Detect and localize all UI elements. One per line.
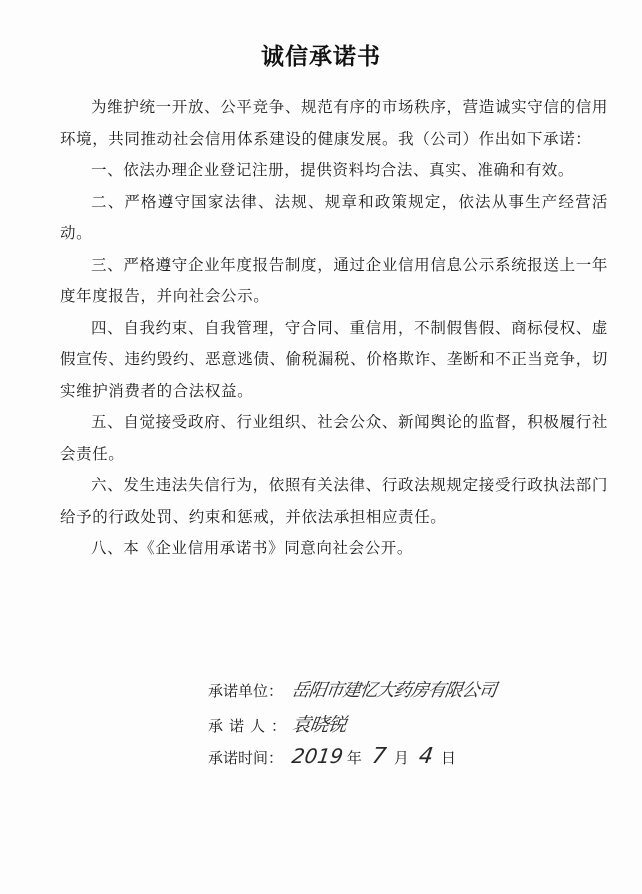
commitment-item-5: 五、自觉接受政府、行业组织、社会公众、新闻舆论的监督，积极履行社会责任。 <box>60 413 608 463</box>
intro-paragraph: 为维护统一开放、公平竞争、规范有序的市场秩序，营造诚实守信的信用环境，共同推动社会信用体系建设的健康发展。我（公司）作出如下承诺： <box>60 98 608 148</box>
handwritten-month: 7 <box>370 744 388 769</box>
handwritten-year: 2019 <box>290 744 345 768</box>
day-suffix: 日 <box>440 749 456 767</box>
commitment-item-3: 三、严格遵守企业年度报告制度，通过企业信用信息公示系统报送上一年度年度报告，并向社会公示。 <box>60 255 608 305</box>
year-suffix: 年 <box>346 749 362 767</box>
commitment-item-4: 四、自我约束、自我管理，守合同、重信用，不制假售假、商标侵权、虚假宣传、违约毁约、恶意逃债、偷税漏税、价格欺诈、垄断和不正当竞争，切实维护消费者的合法权益。 <box>60 318 608 400</box>
month-suffix: 月 <box>393 749 409 767</box>
signature-date-row <box>208 744 462 769</box>
signature-unit-row <box>208 676 496 702</box>
handwritten-signature: 袁晓锐 <box>290 714 348 736</box>
commitment-item-8: 八、本《企业信用承诺书》同意向社会公开。 <box>91 539 414 557</box>
handwritten-day: 4 <box>417 744 435 769</box>
handwritten-unit-name: 岳阳市建忆大药房有限公司 <box>290 680 498 701</box>
document-title: 诚信承诺书 <box>261 44 381 70</box>
signature-unit-label: 承诺单位： <box>208 682 284 700</box>
signature-person-label: 承诺人： <box>208 717 293 735</box>
commitment-item-1: 一、依法办理企业登记注册，提供资料均合法、真实、准确和有效。 <box>91 161 575 179</box>
signature-date-label: 承诺时间： <box>208 749 284 767</box>
document-body <box>60 92 608 565</box>
signature-person-row <box>208 710 346 737</box>
commitment-item-6: 六、发生违法失信行为，依照有关法律、行政法规规定接受行政执法部门给予的行政处罚、约束和惩戒，并依法承担相应责任。 <box>60 476 608 526</box>
commitment-item-2: 二、严格遵守国家法律、法规、规章和政策规定，依法从事生产经营活动。 <box>60 192 608 242</box>
